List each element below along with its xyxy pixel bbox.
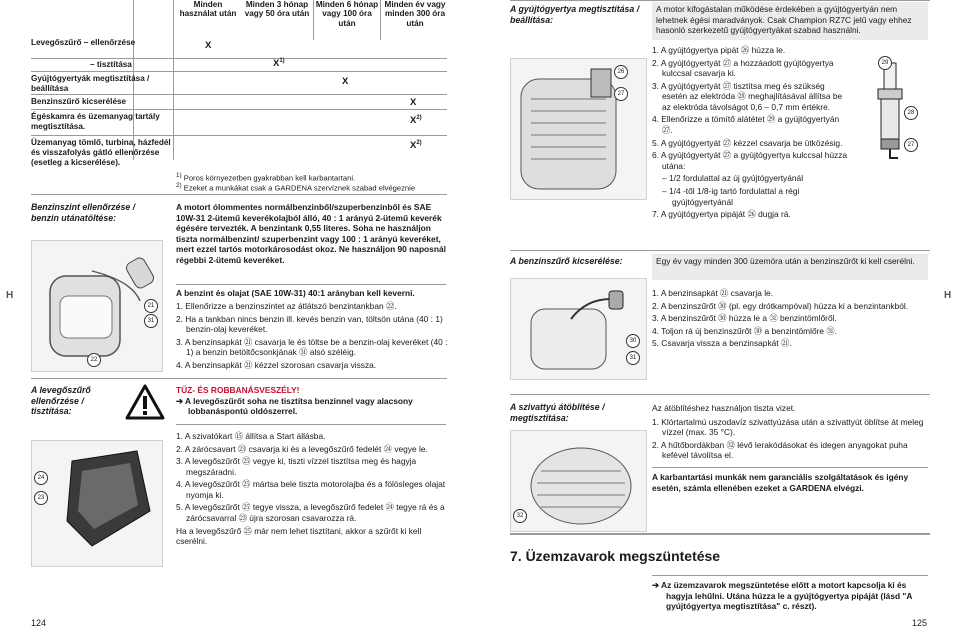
- fuel-filter-note: Egy év vagy minden 300 üzemóra után a benzinszűrőt ki kell cserélni.: [656, 256, 915, 266]
- table-column-divider: [313, 0, 314, 40]
- fuel-filter-steps: [652, 288, 928, 351]
- table-footnote-2: $^{2)}$ Ezeket a munkákat csak a GARDENA szervíznek szabad elvégeznie: [176, 182, 416, 193]
- list-item: 1. A benzinsapkát ㉑ csavarja le.: [652, 288, 774, 298]
- list-item: 2. Ha a tankban nincs benzin ill. kevés benzin van, töltsön utána (40 : 1) benzin-olaj keveréket.: [176, 313, 443, 335]
- danger-box: [176, 385, 448, 417]
- fuel-level-heading: Benzinszint ellenőrzése / benzin utánatöltése:: [31, 202, 136, 223]
- section-rule: [176, 284, 446, 285]
- table-row-label: Égéskamra és üzemanyag tartály megtisztítása.: [31, 112, 160, 131]
- spark-note: A motor kifogástalan működése érdekében a gyújtógyertyán nem lehetnek égési maradványok. Csak Champion RZ7C jelű vagy ehhez hasonló szerkezetű gyújtógyertyákat szabad használni.: [656, 4, 912, 36]
- section-rule: [31, 194, 447, 195]
- fuel-intro-text: A motort ólommentes normálbenzinből/szuperbenzinből és SAE 10W-31 2-ütemű keverékolajból álló, 40 : 1 arányú 2-ütemű keverék égésére tervezték. A benzintank 0,55 literes. Soha ne használjon tiszta normálbenzint/ szuperbenzint vagy 100 : 1 arányú keveréket, mert ezzel tartós motorkárosodást okoz. Ne használjon 90 naposnál régebbi 2-ütemű keveréket.: [176, 202, 446, 265]
- fuel-filter-note-panel: [652, 254, 928, 280]
- list-item: 2. A zárócsavart ㉓ csavarja ki és a levegőszűrő fedelét ㉔ vegye le.: [176, 443, 428, 454]
- spark-plug-illustration: 29 28 27: [860, 58, 920, 171]
- table-header-2: Minden 3 hónap vagy 50 óra után: [244, 0, 310, 19]
- danger-text: ➔ A levegőszűrőt soha ne tisztítsa benzinnel vagy alacsony lobbanáspontú oldószerrel.: [176, 395, 413, 417]
- fan-clean-heading: A szivattyú átöblítése / megtisztítása:: [510, 402, 605, 423]
- troubleshooting-note: ➔ Az üzemzavarok megszüntetése előtt a motort kapcsolja ki és hagyja lehűlni. Utána húzza le a gyújtógyertya pipáját (lásd "A gyújtógyertya megtisztítása" c. részt).: [652, 580, 913, 612]
- section-rule: [510, 394, 930, 395]
- section-rule: [652, 575, 928, 576]
- arrow-right-icon: ➔: [176, 395, 186, 406]
- section-rule: [31, 378, 447, 379]
- section-rule: [176, 424, 446, 425]
- side-language-tab: H: [6, 290, 14, 301]
- list-item: 5. A gyújtógyertyát ㉗ kézzel csavarja be ütközésig.: [652, 137, 843, 148]
- table-mark: X: [205, 40, 212, 51]
- list-item: 3. A benzinsapkát ㉑ csavarja le és töltse be a benzin-olaj keveréket (40 : 1) a benzin betöltőcsonkjának ㉛ alsó széléig.: [176, 336, 448, 358]
- list-item: 4. A levegőszűrőt ㉕ mártsa bele tiszta motorolajba és a fölösleges olajat nyomja ki.: [176, 479, 446, 500]
- table-mark: X: [342, 76, 349, 87]
- fuel-filter-heading: A benzinszűrő kicserélése:: [510, 256, 623, 266]
- table-column-divider: [380, 0, 381, 40]
- warning-triangle-icon: [125, 384, 165, 423]
- table-header-3: Minden 6 hónap vagy 100 óra után: [315, 0, 379, 28]
- warranty-note: A karbantartási munkák nem garanciális szolgáltatások és igény esetén, számla ellenében ezeket a GARDENA elvégzi.: [652, 472, 909, 493]
- list-item: 1. Ellenőrizze a benzinszintet az átlátszó benzintankban ㉒.: [176, 301, 397, 311]
- list-item: 1. Klórtartalmú uszodavíz szivattyúzása után a szivattyút öblítse át meleg vízzel (max. 35 °C).: [652, 416, 924, 438]
- air-filter-illustration: 24 23: [31, 440, 163, 567]
- fan-intro: Az átöblítéshez használjon tiszta vizet.: [652, 403, 796, 413]
- arrow-right-icon: ➔: [652, 580, 662, 590]
- fan-clean-text: [652, 403, 928, 463]
- spark-plug-heading: A gyújtógyertya megtisztítása / beállítása:: [510, 4, 640, 25]
- table-mark: $X^{1)}$: [273, 58, 285, 70]
- spark-plug-engine-illustration: 26 27: [510, 58, 647, 200]
- air-filter-heading: A levegőszűrő ellenőrzése / tisztítása:: [31, 385, 91, 417]
- spark-note-panel: [652, 2, 928, 40]
- list-item: 4. Toljon rá új benzinszűrőt ㉚ a benzintömlőre ㉛.: [652, 325, 838, 336]
- cooling-fins-illustration: 32: [510, 430, 647, 532]
- air-filter-steps: [176, 431, 451, 547]
- list-item: 2. A benzinszűrőt ㉚ (pl. egy drótkampóval) húzza ki a benzintankból.: [652, 300, 909, 311]
- table-header-4: Minden év vagy minden 300 óra után: [384, 0, 446, 28]
- side-language-tab: H: [944, 290, 952, 301]
- list-item: – 1/2 fordulattal az új gyújtógyertyánál: [662, 173, 804, 184]
- list-item: 2. A hűtőbordákban ㉜ lévő lerakódásokat és idegen anyagokat puha kefével távolítsa el.: [652, 439, 908, 461]
- list-item: 3. A gyújtógyertyát ㉗ tisztítsa meg és szükség esetén az elektróda ㉘ meghajlításával állítsa be az elektróda távolságot 0,6 – 0,7 mm értékre.: [652, 80, 843, 112]
- fuel-tank-illustration: 21 31 22: [31, 240, 163, 372]
- table-rule: [31, 94, 447, 95]
- section-rule: [652, 467, 928, 468]
- table-rule: [31, 71, 447, 72]
- list-item: 1. A szivatókart ⑮ állítsa a Start állásba.: [176, 431, 326, 441]
- spark-steps: [652, 45, 852, 222]
- section-rule: [510, 533, 930, 535]
- table-mark: $X^{2)}$: [410, 140, 422, 152]
- list-item: 1. A gyújtógyertya pipát ㉖ húzza le.: [652, 45, 786, 55]
- section-rule: [510, 250, 930, 251]
- danger-title: TŰZ- ÉS ROBBANÁSVESZÉLY!: [176, 385, 300, 395]
- table-row-label: Gyújtógyertyák megtisztítása / beállítása: [31, 74, 150, 93]
- list-item: – 1/4 -től 1/8-ig tartó fordulattal a régi gyújtógyertyánál: [662, 185, 800, 207]
- table-row-label: Benzinszűrő kicserélése: [31, 97, 127, 106]
- table-rule: [31, 135, 447, 136]
- table-row-label: Levegőszűrő – ellenőrzése: [31, 38, 136, 47]
- list-item: 4. A benzinsapkát ㉑ kézzel szorosan csavarja vissza.: [176, 359, 377, 370]
- air-filter-outro: Ha a levegőszűrő ㉕ már nem lehet tisztítani, akkor a szűrőt ki kell cserélni.: [176, 525, 422, 547]
- troubleshooting-title: 7. Üzemzavarok megszüntetése: [510, 548, 721, 564]
- fuel-steps: [176, 301, 451, 372]
- fuel-mix-warning: A benzint és olajat (SAE 10W-31) 40:1 arányban kell keverni.: [176, 288, 415, 298]
- list-item: 3. A levegőszűrőt ㉕ vegye ki, tiszti vízzel tisztítsa meg és hagyja megszáradni.: [176, 456, 417, 477]
- table-header-1: Minden használat után: [179, 0, 237, 19]
- table-rule: [31, 109, 447, 110]
- list-item: 5. A levegőszűrőt ㉕ tegye vissza, a levegőszűrő fedelet ㉔ tegye rá és a zárócsavarral ㉓ újra szorosan csavarozza rá.: [176, 502, 445, 524]
- list-item: 3. A benzinszűrőt ㉚ húzza le a ㉛ benzintömlőről.: [652, 313, 837, 324]
- table-row-label: Üzemanyag tömlő, turbina, házfedél és visszafolyás gátló ellenőrzése (esetleg a kicserélése).: [31, 138, 171, 167]
- fuel-filter-illustration: 30 31: [510, 278, 647, 380]
- table-mark: $X^{2)}$: [410, 115, 422, 127]
- list-item: 5. Csavarja vissza a benzinsapkát ㉑.: [652, 338, 792, 349]
- table-mark: X: [410, 97, 417, 108]
- page-number: 125: [912, 617, 928, 628]
- page-number: 124: [31, 617, 47, 628]
- list-item: 7. A gyújtógyertya pipáját ㉖ dugja rá.: [652, 209, 791, 220]
- list-item: 4. Ellenőrizze a tömítő alátétet ㉙ a gyújtógyertyán ㉗.: [652, 114, 840, 136]
- table-footnote-1: $^{1)}$ Poros környezetben gyakrabban kell karbantartani.: [176, 172, 356, 183]
- table-row-label: – tisztítása: [90, 60, 132, 69]
- list-item: 2. A gyújtógyertyát ㉗ a hozzáadott gyújtógyertya kulccsal csavarja ki.: [652, 57, 834, 79]
- list-item: 6. A gyújtógyertyát ㉗ a gyújtógyertya kulccsal húzza utána:: [652, 150, 848, 171]
